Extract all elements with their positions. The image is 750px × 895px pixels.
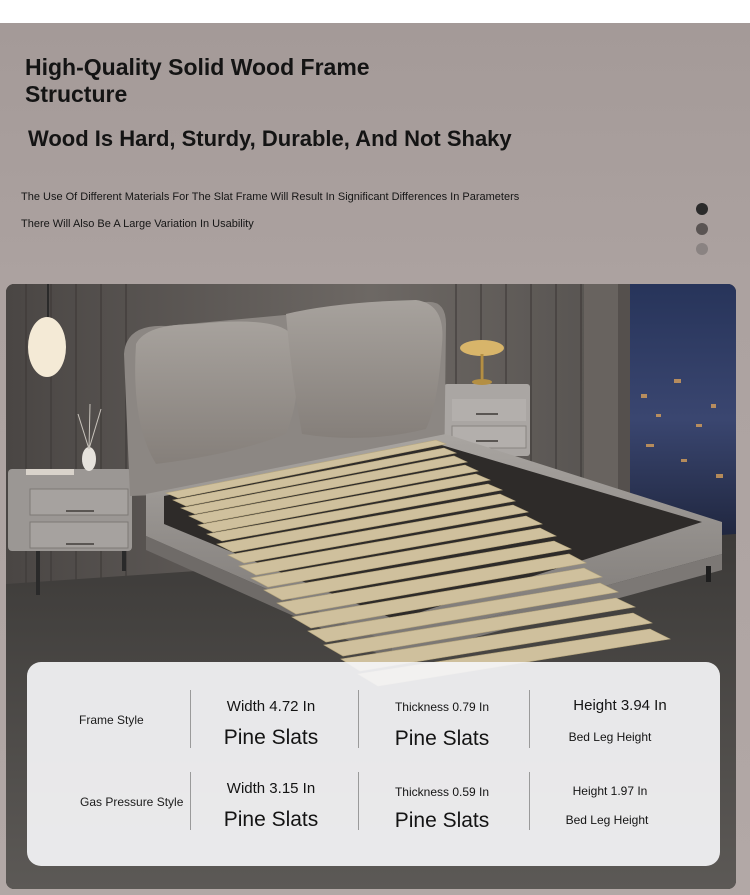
spec-table [27,662,720,866]
carousel-dot-2[interactable] [696,223,708,235]
section-title: High-Quality Solid Wood Frame Structure [25,54,370,107]
spec-width-material: Pine Slats [223,808,319,831]
section-subtitle: Wood Is Hard, Sturdy, Durable, And Not Shaky [28,126,512,151]
spec-height: Height 1.97 In [572,784,648,798]
carousel-indicator[interactable] [696,203,710,263]
row-label-frame-style: Frame Style [79,713,144,727]
spec-thickness-material: Pine Slats [394,727,490,750]
spec-width: Width 3.15 In [226,780,316,797]
spec-width: Width 4.72 In [226,698,316,715]
spec-thickness-material: Pine Slats [394,809,490,832]
spec-height-note: Bed Leg Height [565,813,649,827]
row-label-gas-pressure-style: Gas Pressure Style [80,795,184,809]
description-text-2: There Will Also Be A Large Variation In Usability [21,218,254,230]
spec-thickness: Thickness 0.79 In [394,700,490,714]
spec-thickness: Thickness 0.59 In [394,785,490,799]
spec-width-material: Pine Slats [223,726,319,749]
spec-height-note: Bed Leg Height [568,730,652,744]
description-text-1: The Use Of Different Materials For The Slat Frame Will Result In Significant Differences In Parameters [21,191,520,203]
carousel-dot-1[interactable] [696,203,708,215]
spec-height: Height 3.94 In [573,697,667,714]
carousel-dot-3[interactable] [696,243,708,255]
